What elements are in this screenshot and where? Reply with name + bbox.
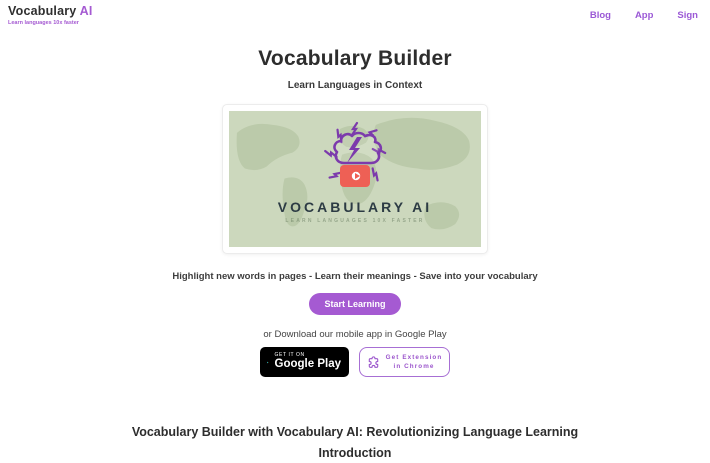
google-play-store-name: Google Play [274,358,341,371]
logo[interactable] [8,5,93,26]
header [0,0,710,30]
nav-link-blog[interactable]: Blog [589,10,611,21]
main-content [0,30,710,463]
logo-tagline: Learn languages 10x faster [8,19,79,26]
hero-image-card [222,104,488,254]
brain-lightning-lock-icon [319,123,391,195]
page-subtitle: Learn Languages in Context [287,80,423,91]
nav-link-app[interactable]: App [634,10,654,21]
hero-wordmark: VOCABULARY AI [277,199,433,215]
brand-name: Vocabulary [8,4,80,18]
article-heading-line2: Introduction [318,445,392,460]
nav-link-sign[interactable]: Sign [677,10,698,21]
top-nav [590,5,698,21]
extension-puzzle-icon [366,355,381,370]
hero-image [229,111,481,247]
start-learning-button[interactable]: Start Learning [309,293,400,315]
features-line: Highlight new words in pages - Learn their meanings - Save into your vocabulary [172,271,538,282]
hero-image-tagline: LEARN LANGUAGES 10X FASTER [285,218,425,224]
google-play-badge[interactable] [260,347,349,377]
page-title: Vocabulary Builder [258,47,452,70]
download-line: or Download our mobile app in Google Play [263,329,447,340]
article-heading-line1: Vocabulary Builder with Vocabulary AI: Revolutionizing Language Learning [131,425,579,439]
article-heading [132,422,578,463]
chrome-extension-button[interactable] [359,347,450,377]
brand-name-accent: AI [79,4,93,18]
chrome-extension-label: Get Extension in Chrome [385,353,443,370]
google-play-get-it-on: GET IT ON [274,351,305,358]
store-badges-row [260,347,450,377]
play-store-icon [267,353,269,372]
